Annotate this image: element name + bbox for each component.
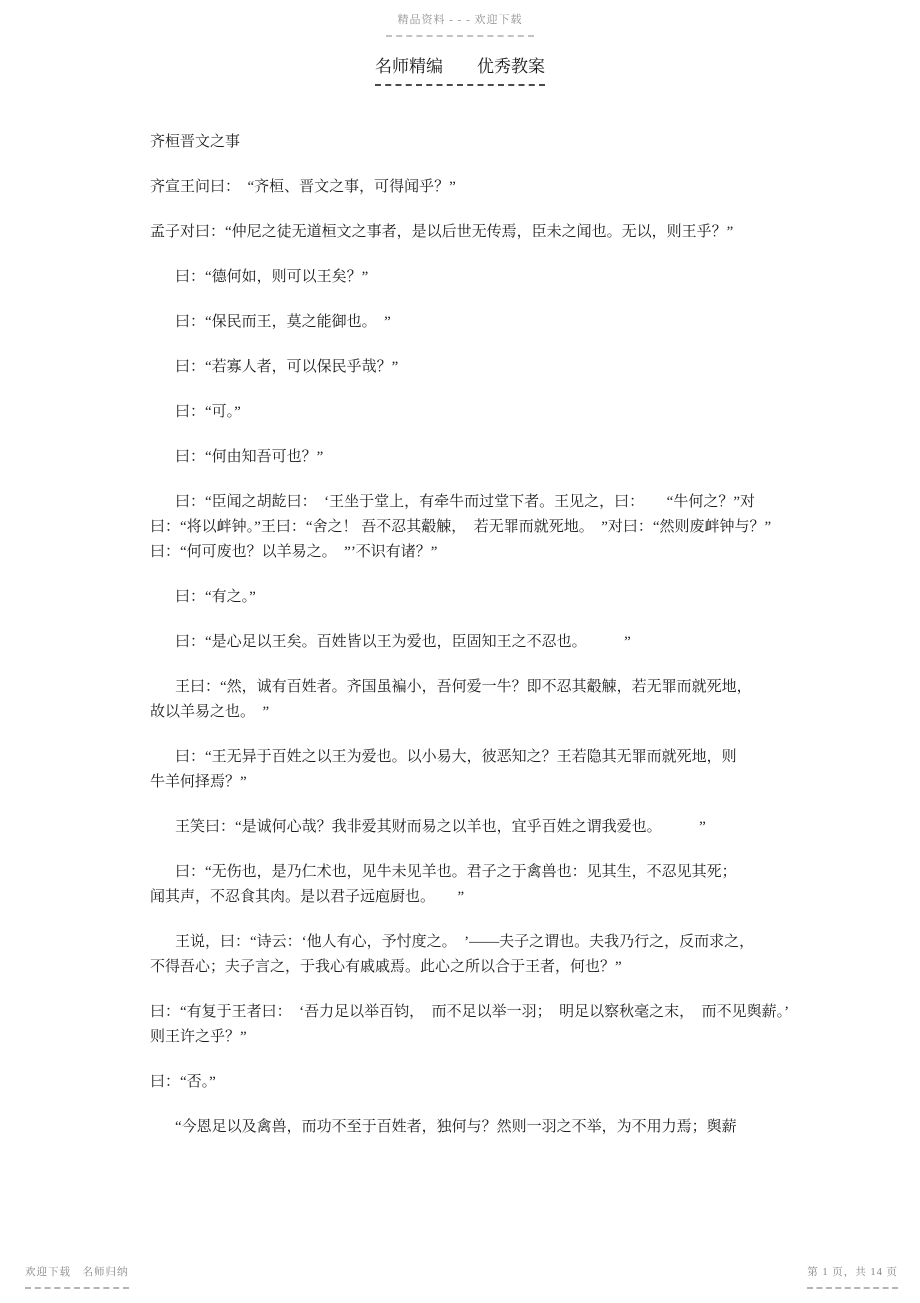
paragraph (150, 630, 798, 655)
document-body (150, 130, 798, 1160)
text-line: 曰：“是心足以王矣。百姓皆以王为爱也，臣固知王之不忍也。 ” (175, 634, 631, 650)
text-line: 齐宣王问曰： “齐桓、晋文之事，可得闻乎？” (150, 179, 456, 195)
footer-left-text: 欢迎下载 名师归纳 (25, 1264, 129, 1289)
text-line: 曰：“何由知吾可也？” (175, 449, 324, 465)
paragraph (150, 220, 798, 245)
paragraph (150, 355, 798, 380)
text-line: 故以羊易之也。 ” (150, 704, 270, 720)
text-line: 曰：“德何如，则可以王矣？” (175, 269, 369, 285)
document-title: 齐桓晋文之事 (150, 134, 241, 150)
text-line: 王说，曰：“诗云：‘他人有心，予忖度之。 ’——夫子之谓也。夫我乃行之，反而求之， (175, 934, 755, 950)
text-line: 曰：“保民而王，莫之能御也。 ” (175, 314, 391, 330)
footer-left (25, 1262, 129, 1289)
paragraph (150, 265, 798, 290)
paragraph (150, 1115, 798, 1140)
paragraph (150, 815, 798, 840)
paragraph (150, 490, 798, 565)
paragraph (150, 745, 798, 795)
text-line: 曰：“王无异于百姓之以王为爱也。以小易大，彼恶知之？王若隐其无罪而就死地，则 (175, 749, 737, 765)
text-line: 曰：“若寡人者，可以保民乎哉？” (175, 359, 399, 375)
paragraph (150, 585, 798, 610)
text-line: 曰：“将以衅钟。”王曰：“舍之！ 吾不忍其觳觫， 若无罪而就死地。 ”对曰：“然则废衅钟与？” (150, 519, 772, 535)
text-line: 曰：“臣闻之胡龁曰： ‘王坐于堂上，有牵牛而过堂下者。王见之，曰： “牛何之？”对 (175, 494, 755, 510)
doc-header (0, 52, 920, 86)
text-line: 牛羊何择焉？” (150, 774, 247, 790)
text-line: 曰：“何可废也？以羊易之。 ”’不识有诸？” (150, 544, 438, 560)
paragraph (150, 445, 798, 470)
paragraph (150, 860, 798, 910)
paragraph (150, 1000, 798, 1050)
page-header-watermark (0, 10, 920, 37)
paragraph (150, 930, 798, 980)
text-line: 王笑曰：“是诚何心哉？我非爱其财而易之以羊也，宜乎百姓之谓我爱也。 ” (175, 819, 706, 835)
paragraph (150, 310, 798, 335)
paragraph (150, 1070, 798, 1095)
text-line: “今恩足以及禽兽，而功不至于百姓者，独何与？然则一羽之不举，为不用力焉；舆薪 (175, 1119, 737, 1135)
footer-right (807, 1262, 898, 1289)
footer-page-number: 第 1 页，共 14 页 (807, 1264, 898, 1289)
text-line: 曰：“否。” (150, 1074, 216, 1090)
paragraph (150, 400, 798, 425)
text-line: 孟子对曰：“仲尼之徒无道桓文之事者，是以后世无传焉，臣未之闻也。无以，则王乎？” (150, 224, 734, 240)
watermark-text: 精品资料 - - - 欢迎下载 (397, 14, 523, 26)
text-line: 则王许之乎？” (150, 1029, 247, 1045)
paragraph (150, 675, 798, 725)
doc-header-title: 名师精编 优秀教案 (375, 52, 545, 86)
text-line: 不得吾心；夫子言之，于我心有戚戚焉。此心之所以合于王者，何也？” (150, 959, 622, 975)
text-line: 曰：“有复于王者曰： ‘吾力足以举百钧， 而不足以举一羽； 明足以察秋毫之末， 而不见舆薪。’ (150, 1004, 790, 1020)
paragraph (150, 175, 798, 200)
text-line: 曰：“无伤也，是乃仁术也，见牛未见羊也。君子之于禽兽也：见其生，不忍见其死； (175, 864, 737, 880)
text-line: 曰：“可。” (175, 404, 241, 420)
text-line: 闻其声，不忍食其肉。是以君子远庖厨也。 ” (150, 889, 465, 905)
text-line: 曰：“有之。” (175, 589, 256, 605)
watermark-dashed-line (386, 35, 534, 37)
text-line: 王曰：“然，诚有百姓者。齐国虽褊小，吾何爱一牛？即不忍其觳觫，若无罪而就死地， (175, 679, 752, 695)
